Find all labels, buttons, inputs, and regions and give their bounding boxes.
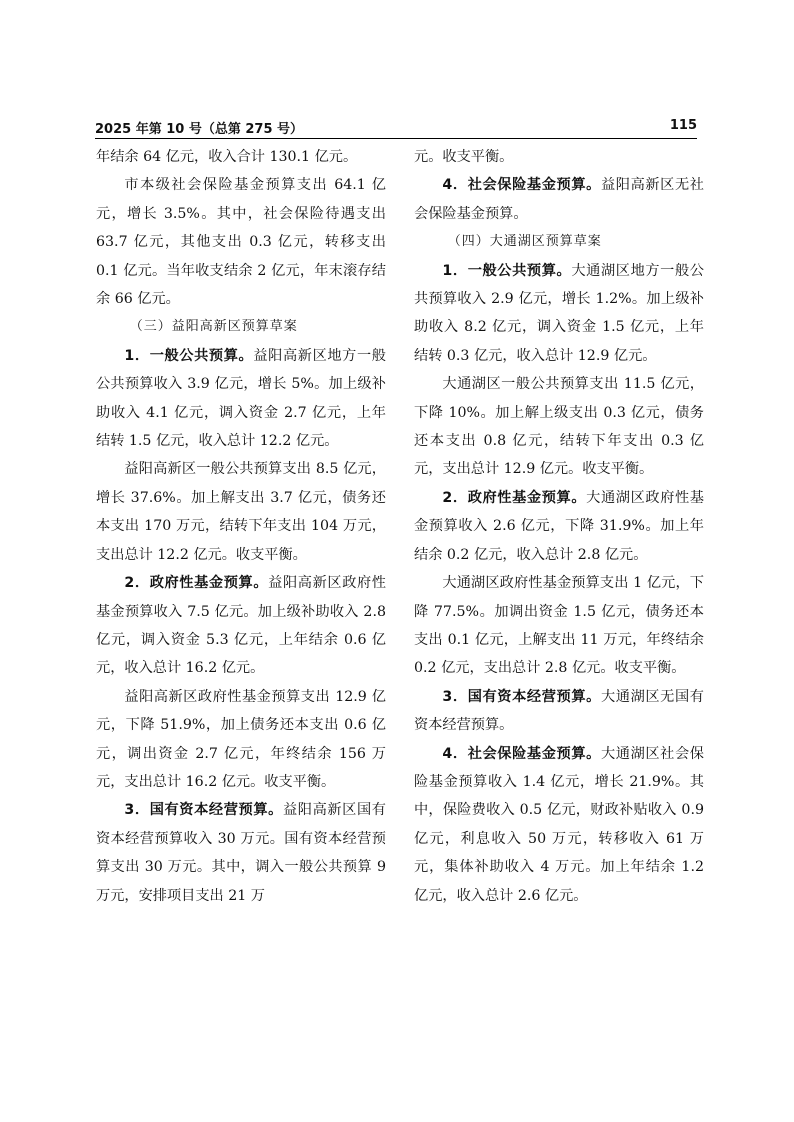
paragraph-body: 大通湖区社会保险基金预算收入 1.4 亿元，增长 21.9%。其中，保险费收入 0.5 亿元，财政补贴收入 0.9 亿元，利息收入 50 万元，转移收入 61 万元，集体补助收入 4 万元。加上年结余 1.2 亿元，收入总计 2.6 亿元。 — [414, 745, 704, 904]
item-heading: 1．一般公共预算。 — [442, 262, 572, 279]
right-column — [414, 143, 704, 910]
paragraph: 大通湖区一般公共预算支出 11.5 亿元，下降 10%。加上解上级支出 0.3 亿元，债务还本支出 0.8 亿元，结转下年支出 0.3 亿元，支出总计 12.9 亿元。收支平衡。 — [414, 376, 704, 478]
paragraph: 益阳高新区一般公共预算支出 8.5 亿元，增长 37.6%。加上解支出 3.7 亿元，债务还本支出 170 万元，结转下年支出 104 万元，支出总计 12.2 亿元。收支平衡。 — [96, 461, 386, 563]
item-heading: 3．国有资本经营预算。 — [442, 688, 601, 705]
paragraph — [96, 796, 386, 910]
section-heading: （三）益阳高新区预算草案 — [129, 319, 298, 335]
paragraph: 益阳高新区政府性基金预算支出 12.9 亿元，下降 51.9%，加上债务还本支出 0.6 亿元，调出资金 2.7 亿元，年终结余 156 万元，支出总计 16.2 亿元。收支平衡。 — [96, 688, 386, 790]
item-heading: 4．社会保险基金预算。 — [442, 745, 601, 762]
item-heading: 1．一般公共预算。 — [124, 347, 254, 364]
paragraph-body: 大通湖区无国有资本经营预算。 — [414, 688, 704, 734]
paragraph — [414, 683, 704, 740]
left-column — [96, 143, 386, 910]
page-header — [95, 118, 697, 138]
paragraph — [414, 484, 704, 569]
item-heading: 3．国有资本经营预算。 — [124, 802, 283, 819]
paragraph-body: 益阳高新区国有资本经营预算收入 30 万元。国有资本经营预算支出 30 万元。其中，调入一般公共预算 9 万元，安排项目支出 21 万 — [96, 802, 386, 904]
page-number: 115 — [669, 118, 697, 133]
paragraph-body: 益阳高新区无社会保险基金预算。 — [414, 177, 704, 222]
paragraph — [414, 740, 704, 910]
paragraph: 市本级社会保险基金预算支出 64.1 亿元，增长 3.5%。其中，社会保险待遇支出 63.7 亿元，其他支出 0.3 亿元，转移支出 0.1 亿元。当年收支结余 2 亿元，年末滚存结余 66 亿元。 — [96, 177, 386, 308]
item-heading: 4．社会保险基金预算。 — [442, 177, 601, 194]
item-heading: 2．政府性基金预算。 — [124, 575, 269, 592]
paragraph: 年结余 64 亿元，收入合计 130.1 亿元。 — [96, 149, 358, 165]
paragraph-body: 益阳高新区政府性基金预算收入 7.5 亿元。加上级补助收入 2.8 亿元，调入资金 5.3 亿元，上年结余 0.6 亿元，收入总计 16.2 亿元。 — [96, 575, 386, 677]
paragraph — [414, 171, 704, 228]
paragraph-body: 大通湖区政府性基金预算收入 2.6 亿元，下降 31.9%。加上年结余 0.2 亿元，收入总计 2.8 亿元。 — [414, 489, 704, 563]
item-heading: 2．政府性基金预算。 — [442, 489, 587, 506]
paragraph-body: 益阳高新区地方一般公共预算收入 3.9 亿元，增长 5%。加上级补助收入 4.1 亿元，调入资金 2.7 亿元，上年结转 1.5 亿元，收入总计 12.2 亿元。 — [96, 347, 386, 450]
paragraph — [96, 342, 386, 456]
paragraph: 元。收支平衡。 — [414, 149, 514, 165]
paragraph — [96, 569, 386, 683]
paragraph — [414, 257, 704, 371]
section-heading: （四）大通湖区预算草案 — [447, 234, 602, 250]
issue-label: 2025 年第 10 号（总第 275 号） — [95, 122, 304, 137]
paragraph: 大通湖区政府性基金预算支出 1 亿元，下降 77.5%。加调出资金 1.5 亿元，债务还本支出 0.1 亿元，上解支出 11 万元，年终结余 0.2 亿元，支出总计 2.8 亿元。收支平衡。 — [414, 575, 704, 677]
paragraph-body: 大通湖区地方一般公共预算收入 2.9 亿元，增长 1.2%。加上级补助收入 8.2 亿元，调入资金 1.5 亿元，上年结转 0.3 亿元，收入总计 12.9 亿元。 — [414, 262, 704, 364]
header-rule — [95, 138, 697, 139]
